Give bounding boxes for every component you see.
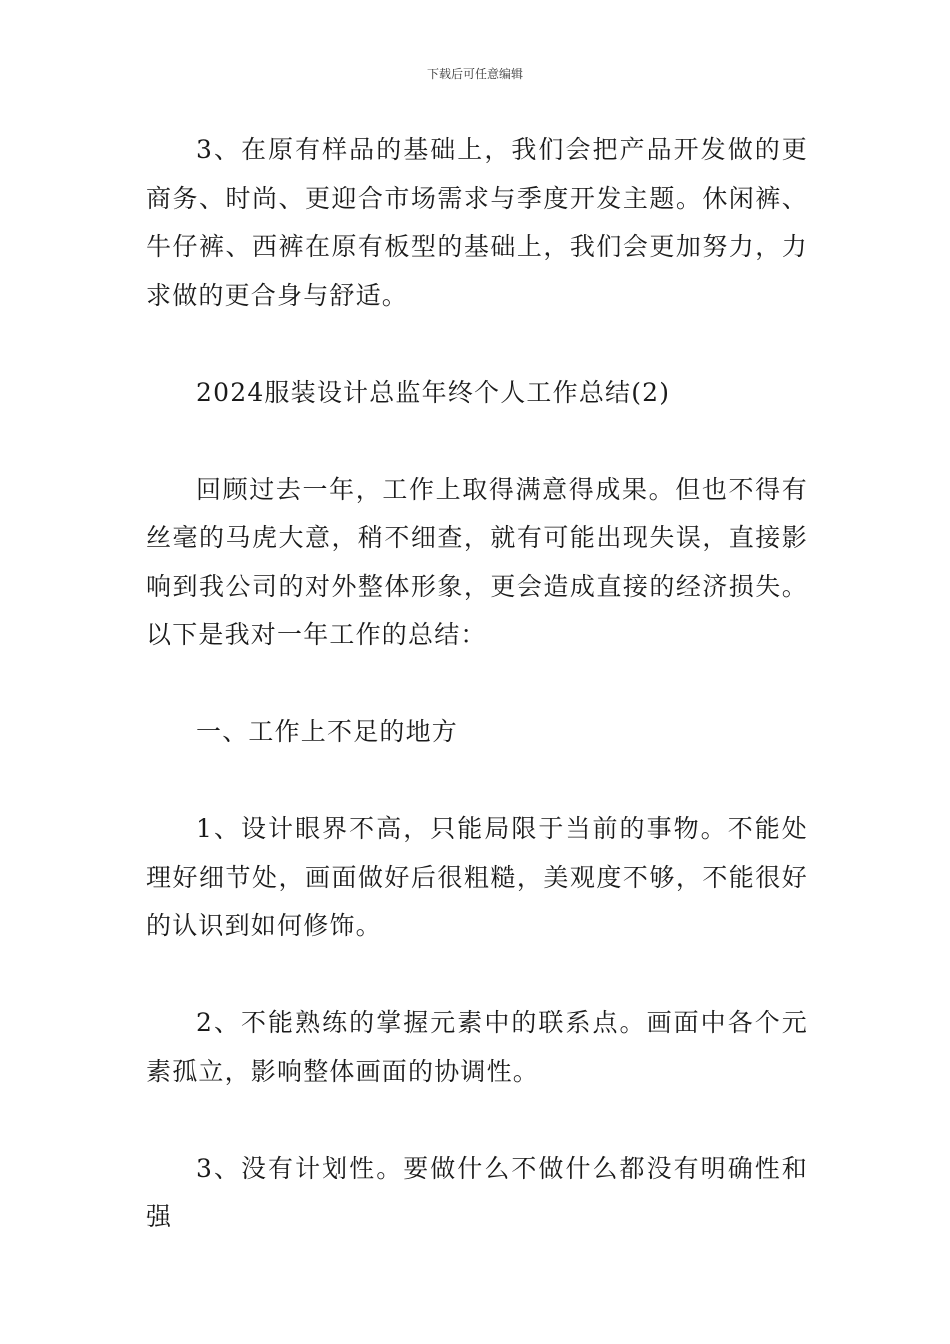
paragraph-spacer bbox=[146, 417, 808, 466]
paragraph-spacer bbox=[146, 660, 808, 709]
paragraph-spacer bbox=[146, 320, 808, 369]
paragraph-review: 回顾过去一年，工作上取得满意得成果。但也不得有丝毫的马虎大意，稍不细查，就有可能出现失误，直接影响到我公司的对外整体形象，更会造成直接的经济损失。以下是我对一年工作的总结： bbox=[146, 474, 808, 649]
document-body bbox=[146, 126, 808, 1242]
paragraph-spacer bbox=[146, 1096, 808, 1145]
paragraph-point-2: 2、不能熟练的掌握元素中的联系点。画面中各个元素孤立，影响整体画面的协调性。 bbox=[146, 1008, 808, 1086]
paragraph-spacer bbox=[146, 757, 808, 806]
paragraph-spacer bbox=[146, 951, 808, 1000]
paragraph-point-3: 3、没有计划性。要做什么不做什么都没有明确性和强 bbox=[146, 1153, 808, 1231]
page-header-note: 下载后可任意编辑 bbox=[426, 67, 523, 81]
paragraph-product-development: 3、在原有样品的基础上，我们会把产品开发做的更商务、时尚、更迎合市场需求与季度开发主题。休闲裤、牛仔裤、西裤在原有板型的基础上，我们会更加努力，力求做的更合身与舒适。 bbox=[146, 135, 808, 310]
paragraph-point-1: 1、设计眼界不高，只能局限于当前的事物。不能处理好细节处，画面做好后很粗糙，美观度不够，不能很好的认识到如何修饰。 bbox=[146, 814, 808, 940]
section-title: 2024服装设计总监年终个人工作总结(2) bbox=[196, 377, 671, 407]
heading-shortcomings: 一、工作上不足的地方 bbox=[196, 717, 459, 746]
